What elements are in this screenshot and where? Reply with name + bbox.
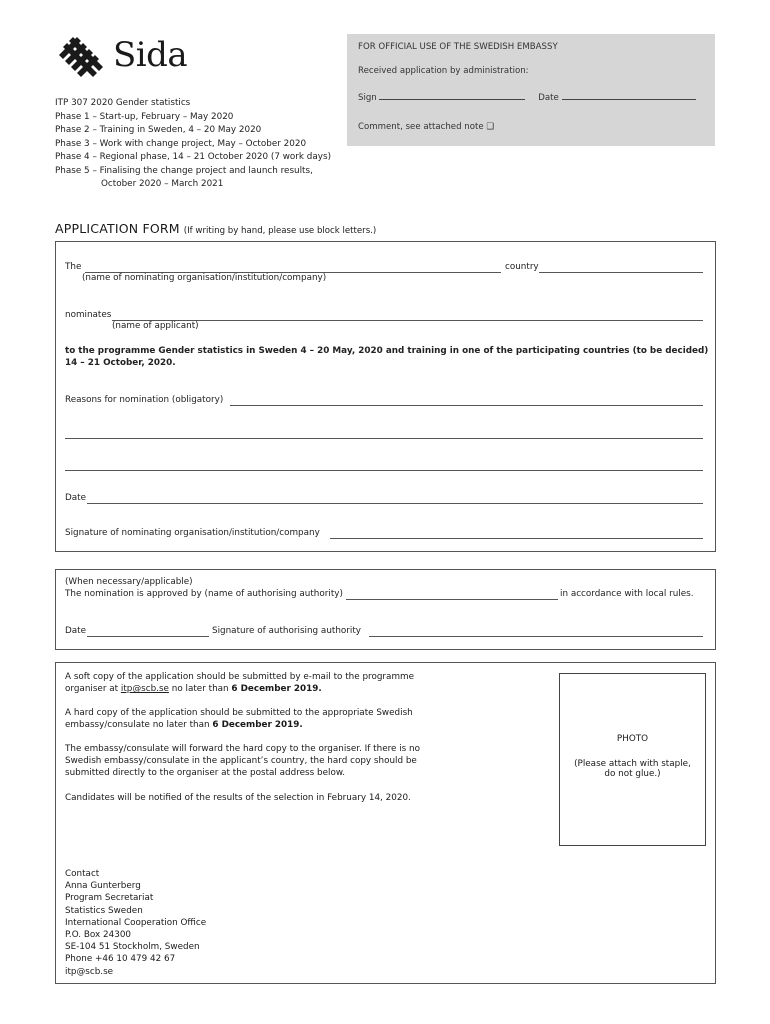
- contact-line: Program Secretariat: [65, 893, 154, 904]
- photo-note-2: do not glue.): [604, 769, 661, 779]
- program-title: ITP 307 2020 Gender statistics: [55, 98, 191, 108]
- photo-title: PHOTO: [616, 734, 649, 744]
- official-sign-field[interactable]: [379, 90, 525, 100]
- application-form-heading: [55, 221, 376, 236]
- received-application-label: Received application by administration:: [358, 66, 529, 76]
- nominating-signature-field[interactable]: [330, 538, 703, 539]
- reasons-field-line-2[interactable]: [65, 438, 703, 439]
- the-label: The: [65, 262, 82, 272]
- phase-2: Phase 2 – Training in Sweden, 4 – 20 May 2020: [55, 125, 262, 135]
- contact-line: International Cooperation Office: [65, 917, 207, 928]
- nomination-date-label: Date: [65, 493, 87, 503]
- local-rules-label: in accordance with local rules.: [560, 589, 694, 599]
- notification-paragraph: Candidates will be notified of the results of the selection in February 14, 2020.: [65, 793, 411, 803]
- photo-note-1: (Please attach with staple,: [574, 759, 691, 769]
- program-phases: [55, 97, 331, 192]
- authority-signature-field[interactable]: [369, 636, 703, 637]
- organisation-hint: (name of nominating organisation/institution/company): [82, 273, 327, 283]
- hard-copy-deadline: 6 December 2019.: [212, 720, 303, 731]
- contact-line: P.O. Box 24300: [65, 930, 132, 941]
- contact-block: [65, 868, 206, 978]
- contact-line: Anna Gunterberg: [65, 881, 141, 892]
- soft-copy-deadline: 6 December 2019.: [231, 684, 322, 695]
- soft-copy-line-2: [65, 683, 445, 695]
- forwarding-paragraph: [65, 743, 445, 780]
- hard-copy-paragraph: [65, 707, 445, 731]
- official-sign-label: Sign: [358, 93, 377, 103]
- contact-line: Phone +46 10 479 42 67: [65, 954, 176, 965]
- contact-line: Statistics Sweden: [65, 905, 143, 916]
- soft-copy-deadline-label: no later than: [171, 684, 229, 695]
- soft-copy-paragraph: [65, 671, 445, 695]
- official-use-title: FOR OFFICIAL USE OF THE SWEDISH EMBASSY: [358, 42, 558, 52]
- official-comment-label: Comment, see attached note ❑: [358, 122, 495, 132]
- phase-3: Phase 3 – Work with change project, May – October 2020: [55, 138, 307, 149]
- hard-copy-prefix: embassy/consulate no later than: [65, 720, 210, 731]
- phase-1: Phase 1 – Start-up, February – May 2020: [55, 111, 234, 122]
- phase-4: Phase 4 – Regional phase, 14 – 21 October 2020 (7 work days): [55, 152, 331, 162]
- programme-statement: to the programme Gender statistics in Sweden 4 – 20 May, 2020 and training in one of the participating countries (to be decided): [65, 346, 709, 356]
- email-link[interactable]: itp@scb.se: [120, 684, 169, 695]
- submission-info-section: [55, 662, 716, 984]
- authorising-authority-field[interactable]: [346, 599, 558, 600]
- forwarding-line-1: The embassy/consulate will forward the hard copy to the organiser. If there is no: [65, 744, 421, 754]
- soft-copy-prefix: organiser at: [65, 684, 119, 695]
- approved-by-label: The nomination is approved by (name of authorising authority): [65, 589, 343, 599]
- photo-box[interactable]: [559, 673, 706, 846]
- official-use-box: [347, 34, 715, 146]
- hard-copy-line-1: A hard copy of the application should be submitted to the appropriate Swedish: [65, 708, 413, 718]
- approval-section: [55, 569, 716, 650]
- sida-logo: [55, 33, 187, 77]
- official-date-field[interactable]: [562, 90, 696, 100]
- nomination-section: [55, 241, 716, 552]
- forwarding-line-2: Swedish embassy/consulate in the applicant’s country, the hard copy should be: [65, 756, 417, 767]
- hard-copy-line-2: [65, 719, 445, 731]
- reasons-field-line-3[interactable]: [65, 470, 703, 471]
- applicant-name-field[interactable]: [112, 320, 703, 321]
- country-label: country: [505, 262, 539, 272]
- reasons-label: Reasons for nomination (obligatory): [65, 395, 224, 405]
- programme-statement-dates: 14 – 21 October, 2020.: [65, 358, 176, 368]
- contact-email[interactable]: itp@scb.se: [65, 966, 114, 977]
- official-sign-row: [358, 90, 696, 103]
- phase-5: Phase 5 – Finalising the change project and launch results,: [55, 165, 313, 176]
- approval-when-label: (When necessary/applicable): [65, 577, 193, 587]
- applicant-hint: (name of applicant): [112, 321, 199, 331]
- nomination-date-field[interactable]: [87, 503, 703, 504]
- authority-signature-label: Signature of authorising authority: [212, 626, 362, 636]
- contact-heading: Contact: [65, 869, 100, 879]
- nominates-label: nominates: [65, 310, 112, 320]
- contact-line: SE-104 51 Stockholm, Sweden: [65, 942, 200, 953]
- sida-logo-text: Sida: [113, 35, 188, 75]
- application-form-title: APPLICATION FORM: [55, 221, 180, 236]
- sida-weave-logo-icon: [55, 33, 107, 77]
- reasons-field-line-1[interactable]: [230, 405, 703, 406]
- forwarding-line-3: submitted directly to the organiser at the postal address below.: [65, 768, 346, 779]
- nominating-signature-label: Signature of nominating organisation/institution/company: [65, 528, 320, 538]
- approval-date-label: Date: [65, 626, 87, 636]
- approval-date-field[interactable]: [87, 636, 209, 637]
- phase-5-dates: October 2020 – March 2021: [101, 179, 224, 189]
- country-field[interactable]: [539, 272, 703, 273]
- application-form-note: (If writing by hand, please use block letters.): [183, 226, 377, 236]
- soft-copy-line-1: A soft copy of the application should be submitted by e-mail to the programme: [65, 672, 414, 682]
- official-date-label: Date: [538, 93, 559, 103]
